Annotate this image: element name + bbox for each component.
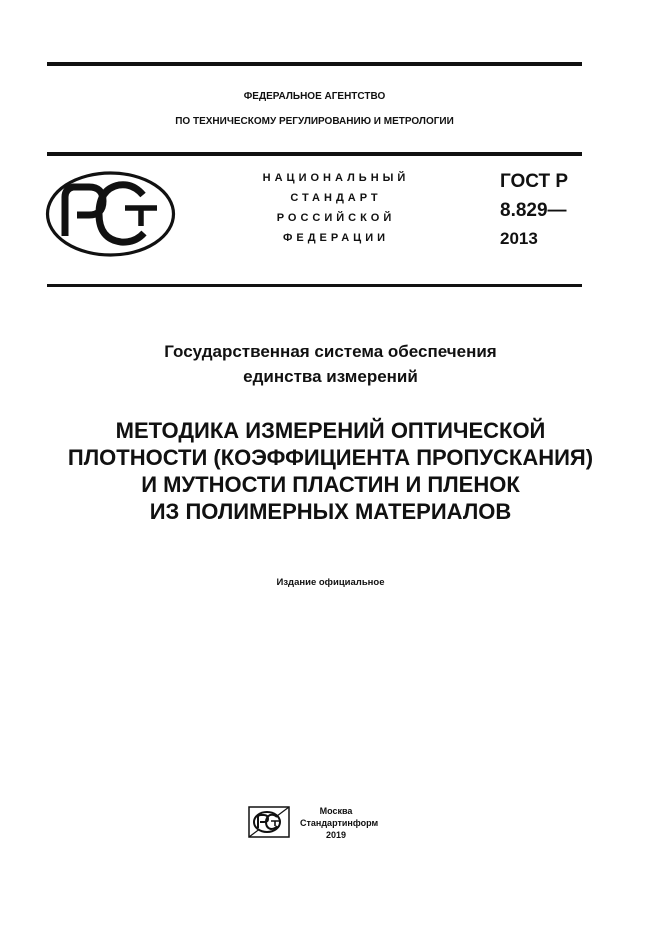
document-title-line-4: ИЗ ПОЛИМЕРНЫХ МАТЕРИАЛОВ xyxy=(149,499,512,524)
standard-label-line-1: НАЦИОНАЛЬНЫЙ xyxy=(262,172,410,184)
standard-label-line-4: ФЕДЕРАЦИИ xyxy=(282,232,390,244)
top-divider xyxy=(47,62,582,66)
publisher-city: Москва xyxy=(319,806,353,816)
document-title-line-1: МЕТОДИКА ИЗМЕРЕНИЙ ОПТИЧЕСКОЙ xyxy=(115,418,546,443)
series-title-line-1: Государственная система обеспечения xyxy=(164,342,497,361)
agency-name-line-2: ПО ТЕХНИЧЕСКОМУ РЕГУЛИРОВАНИЮ И МЕТРОЛОГИИ xyxy=(175,116,454,127)
header-divider xyxy=(47,152,582,156)
agency-name-line-1: ФЕДЕРАЛЬНОЕ АГЕНТСТВО xyxy=(243,91,386,102)
standartinform-logo-icon xyxy=(248,806,290,838)
publisher-name: Стандартинформ xyxy=(300,818,379,828)
document-title-line-3: И МУТНОСТИ ПЛАСТИН И ПЛЕНОК xyxy=(141,472,520,497)
publication-year: 2019 xyxy=(325,830,347,840)
standard-code-line-2: 8.829— xyxy=(500,200,567,221)
gost-r-certification-mark-icon xyxy=(45,171,176,257)
standard-code-line-3: 2013 xyxy=(500,229,538,248)
document-title-line-2: ПЛОТНОСТИ (КОЭФФИЦИЕНТА ПРОПУСКАНИЯ) xyxy=(67,445,594,470)
standard-code-line-1: ГОСТ Р xyxy=(500,171,569,192)
standard-label-line-3: РОССИЙСКОЙ xyxy=(276,212,396,224)
standard-label-line-2: СТАНДАРТ xyxy=(290,192,382,204)
edition-label: Издание официальное xyxy=(276,577,385,588)
standard-block-divider xyxy=(47,284,582,287)
series-title-line-2: единства измерений xyxy=(243,367,418,386)
